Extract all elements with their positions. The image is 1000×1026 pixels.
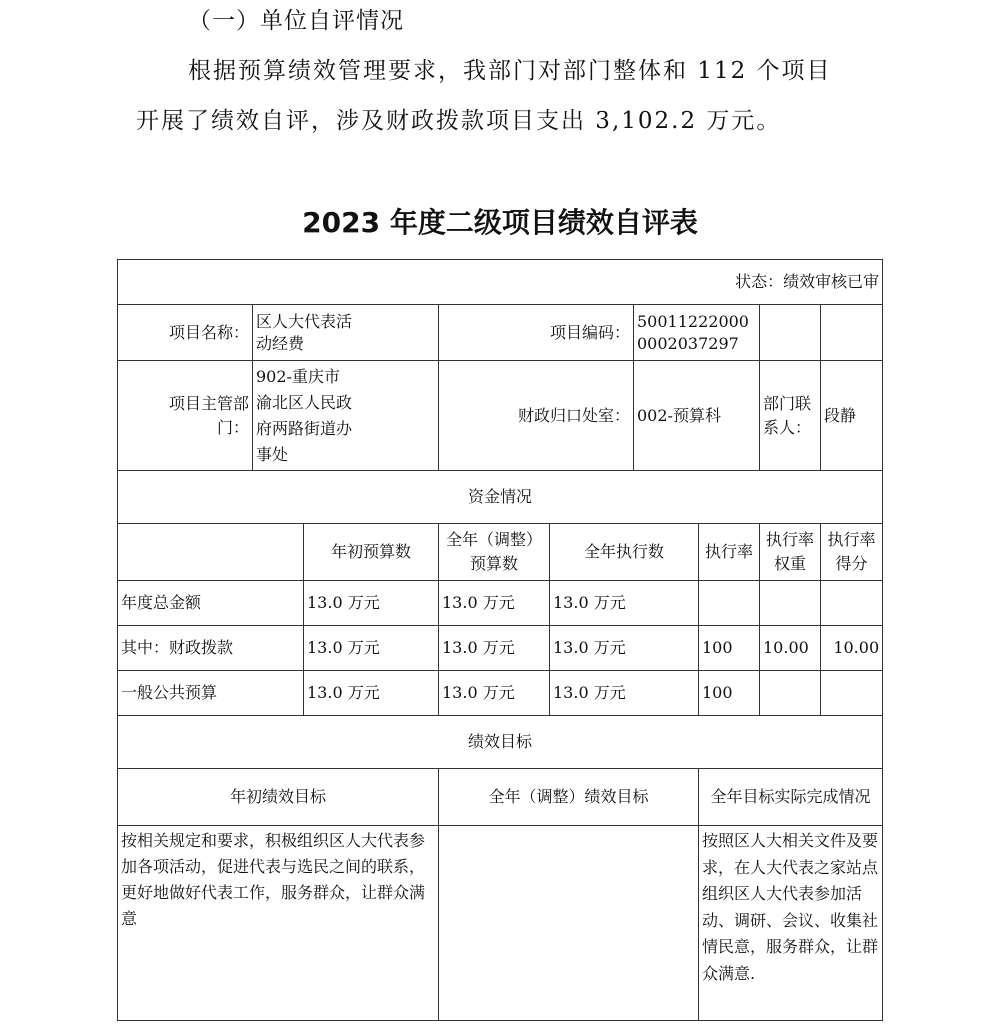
finance-dept-value: 002-预算科 [634,361,760,471]
project-name-label: 项目名称： [118,305,253,361]
table-title: 2023 年度二级项目绩效自评表 [302,206,698,239]
goals-header-initial: 年初绩效目标 [118,769,439,826]
funds-cell: 13.0 万元 [439,671,550,716]
table-row [118,626,883,671]
goals-header-adjusted: 全年（调整）绩效目标 [439,769,699,826]
empty-cell [760,305,821,361]
funds-cell [699,581,760,626]
funds-cell: 10.00 [821,626,883,671]
project-name-value: 区人大代表活动经费 [253,305,439,361]
goal-initial-text: 按相关规定和要求，积极组织区人大代表参加各项活动，促进代表与选民之间的联系，更好地做好代表工作，服务群众，让群众满意 [118,826,439,1021]
project-code-value: 500112220000002037297 [634,305,760,361]
funds-section-title: 资金情况 [118,471,883,524]
funds-header-initial-budget: 年初预算数 [304,524,439,581]
contact-label: 部门联系人： [760,361,821,471]
funds-cell: 13.0 万元 [550,626,699,671]
funds-cell: 10.00 [760,626,821,671]
funds-cell [760,671,821,716]
funds-row-label: 其中：财政拨款 [118,626,304,671]
empty-cell [821,305,883,361]
finance-dept-label: 财政归口处室： [439,361,634,471]
goal-actual-text: 按照区人大相关文件及要求，在人大代表之家站点组织区人大代表参加活动、调研、会议、收集社情民意，服务群众，让群众满意. [699,826,883,1021]
section-heading: （一）单位自评情况 [188,8,404,34]
funds-header-blank [118,524,304,581]
dept-label: 项目主管部门： [118,361,253,471]
goals-header-actual: 全年目标实际完成情况 [699,769,883,826]
funds-header-exec-rate: 执行率 [699,524,760,581]
funds-cell: 100 [699,626,760,671]
funds-cell: 13.0 万元 [304,671,439,716]
funds-header-adjusted-budget: 全年（调整）预算数 [439,524,550,581]
funds-cell: 13.0 万元 [550,671,699,716]
goal-adjusted-text [439,826,699,1021]
goals-section-title: 绩效目标 [118,716,883,769]
funds-cell: 100 [699,671,760,716]
status-cell: 状态：绩效审核已审 [118,260,883,305]
funds-cell: 13.0 万元 [304,626,439,671]
funds-header-exec-score: 执行率得分 [821,524,883,581]
project-code-label: 项目编码： [439,305,634,361]
funds-cell [821,671,883,716]
funds-header-exec-weight: 执行率权重 [760,524,821,581]
self-evaluation-table [117,259,883,1021]
funds-cell: 13.0 万元 [439,581,550,626]
funds-cell [821,581,883,626]
table-row [118,671,883,716]
funds-row-label: 一般公共预算 [118,671,304,716]
intro-paragraph-line1: 根据预算绩效管理要求，我部门对部门整体和 112 个项目 [188,58,832,84]
funds-cell: 13.0 万元 [550,581,699,626]
dept-value: 902-重庆市渝北区人民政府两路街道办事处 [253,361,439,471]
table-row [118,581,883,626]
contact-value: 段静 [821,361,883,471]
funds-cell: 13.0 万元 [439,626,550,671]
intro-paragraph-line2: 开展了绩效自评，涉及财政拨款项目支出 3,102.2 万元。 [136,108,782,134]
funds-row-label: 年度总金额 [118,581,304,626]
funds-cell: 13.0 万元 [304,581,439,626]
funds-cell [760,581,821,626]
funds-header-executed: 全年执行数 [550,524,699,581]
